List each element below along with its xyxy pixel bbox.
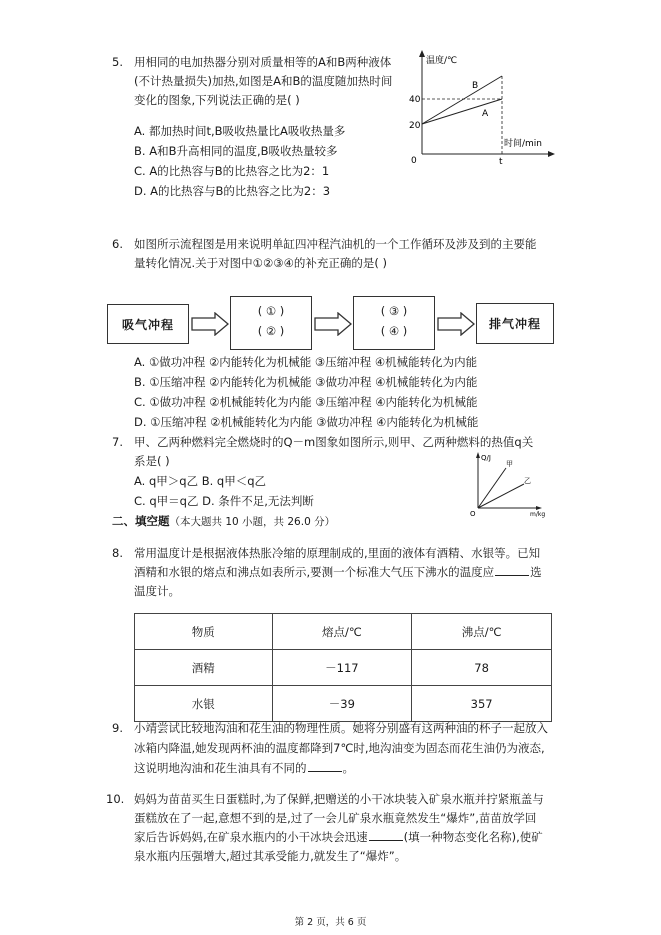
option-d: D. A的比热容与B的比热容之比为2：3 [134,184,331,198]
line-a [422,99,502,124]
question-number: 9. [112,721,123,735]
flow-arrow-icon [314,312,352,336]
answer-blank[interactable] [369,828,403,841]
question-text: 蛋糕放在了一起,意想不到的是,过了一会儿矿泉水瓶竟然发生“爆炸”,苗苗放学回 [134,811,537,825]
y-axis-label: Q/J [481,454,491,462]
x-axis-arrow [548,151,555,157]
table-header: 物质 [135,614,273,650]
option-a: A. 都加热时间t,B吸收热量比A吸收热量多 [134,124,346,138]
table-cell: －39 [272,686,412,722]
table-row [135,650,552,686]
question-text: 如图所示流程图是用来说明单缸四冲程汽油机的一个工作循环及涉及到的主要能 [134,237,537,251]
table-cell: 357 [412,686,552,722]
question-text: 用相同的电加热器分别对质量相等的A和B两种液体 [134,55,392,69]
table-header: 熔点/℃ [272,614,412,650]
line-b-label: B [472,81,479,91]
table-cell: －117 [272,650,412,686]
table-cell: 酒精 [135,650,273,686]
flow-box-intake: 吸气冲程 [107,304,189,344]
question-text: 这说明地沟油和花生油具有不同的 。 [134,761,354,775]
x-tick-label: t [499,157,503,167]
question-number: 5. [112,55,123,69]
question-number: 6. [112,237,123,251]
section-heading: 二、填空题（本大题共 10 小题，共 26.0 分） [112,514,336,528]
option-d: D. ①压缩冲程 ②机械能转化为内能 ③做功冲程 ④内能转化为机械能 [134,415,479,429]
line-a-label: A [482,109,489,119]
question-number: 8. [112,546,123,560]
option-a: A. ①做功冲程 ②内能转化为机械能 ③压缩冲程 ④机械能转化为内能 [134,355,478,369]
option-b: B. A和B升高相同的温度,B吸收热量较多 [134,144,338,158]
question-text: 小靖尝试比较地沟油和花生油的物理性质。她将分别盛有这两种油的杯子一起放入 [134,721,548,735]
line-yi [478,484,524,508]
question-number: 7. [112,435,123,449]
question-text: 泉水瓶内压强增大,超过其承受能力,就发生了“爆炸”。 [134,849,407,863]
answer-blank[interactable] [495,563,529,576]
question-number: 10. [106,792,125,806]
flow-box-1-2: ( ① ) ( ② ) [230,296,312,350]
question-text: (不计热量损失)加热,如图是A和B的温度随加热时间 [134,74,393,88]
flow-box-3-4: ( ③ ) ( ④ ) [353,296,435,350]
table-header-row [135,614,552,650]
table-cell: 78 [412,650,552,686]
temperature-time-graph [400,46,560,176]
melting-boiling-table [134,613,552,722]
question-text: 家后告诉妈妈,在矿泉水瓶内的小干冰块会迅速 (填一种物态变化名称),使矿 [134,830,543,844]
line-jia [478,468,506,508]
flow-arrow-icon [437,312,475,336]
table-header: 沸点/℃ [412,614,552,650]
page-footer: 第 2 页，共 6 页 [294,917,367,928]
table-row [135,686,552,722]
origin-label: O [470,510,476,518]
y-axis-arrow [419,50,425,57]
table-cell: 水银 [135,686,273,722]
line-yi-label: 乙 [524,477,531,485]
heat-mass-graph [468,450,548,518]
options-row: A. q甲＞q乙 B. q甲＜q乙 [134,474,267,488]
x-axis-label: 时间/min [504,139,543,149]
y-axis-label: 温度/℃ [426,56,458,66]
option-c: C. A的比热容与B的比热容之比为2：1 [134,164,330,178]
flow-arrow-icon [191,312,229,336]
question-text: 甲、乙两种燃料完全燃烧时的Q－m图象如图所示,则甲、乙两种燃料的热值q关 [134,435,534,449]
x-axis-label: m/kg [530,511,546,518]
line-jia-label: 甲 [506,460,513,468]
question-text: 妈妈为苗苗买生日蛋糕时,为了保鲜,把赠送的小干冰块装入矿泉水瓶并拧紧瓶盖与 [134,792,544,806]
line-b [422,76,502,124]
options-row: C. q甲＝q乙 D. 条件不足,无法判断 [134,494,314,508]
question-text: 酒精和水银的熔点和沸点如表所示,要测一个标准大气压下沸水的温度应 选 [134,565,542,579]
question-text: 系是( ) [134,454,170,468]
y-tick-label: 40 [409,95,421,105]
answer-blank[interactable] [308,759,342,772]
question-text: 常用温度计是根据液体热胀冷缩的原理制成的,里面的液体有酒精、水银等。已知 [134,546,541,560]
question-text: 量转化情况.关于对图中①②③④的补充正确的是( ) [134,256,388,270]
y-tick-label: 20 [409,121,421,131]
origin-label: 0 [411,156,417,166]
question-text: 温度计。 [134,584,180,598]
question-text: 冰箱内降温,她发现两杯油的温度都降到7℃时,地沟油变为固态而花生油仍为液态, [134,741,545,755]
option-b: B. ①压缩冲程 ②内能转化为机械能 ③做功冲程 ④机械能转化为内能 [134,375,478,389]
flow-box-exhaust: 排气冲程 [476,303,554,344]
option-c: C. ①做功冲程 ②机械能转化为内能 ③压缩冲程 ④内能转化为机械能 [134,395,478,409]
question-text: 变化的图象,下列说法正确的是( ) [134,93,300,107]
